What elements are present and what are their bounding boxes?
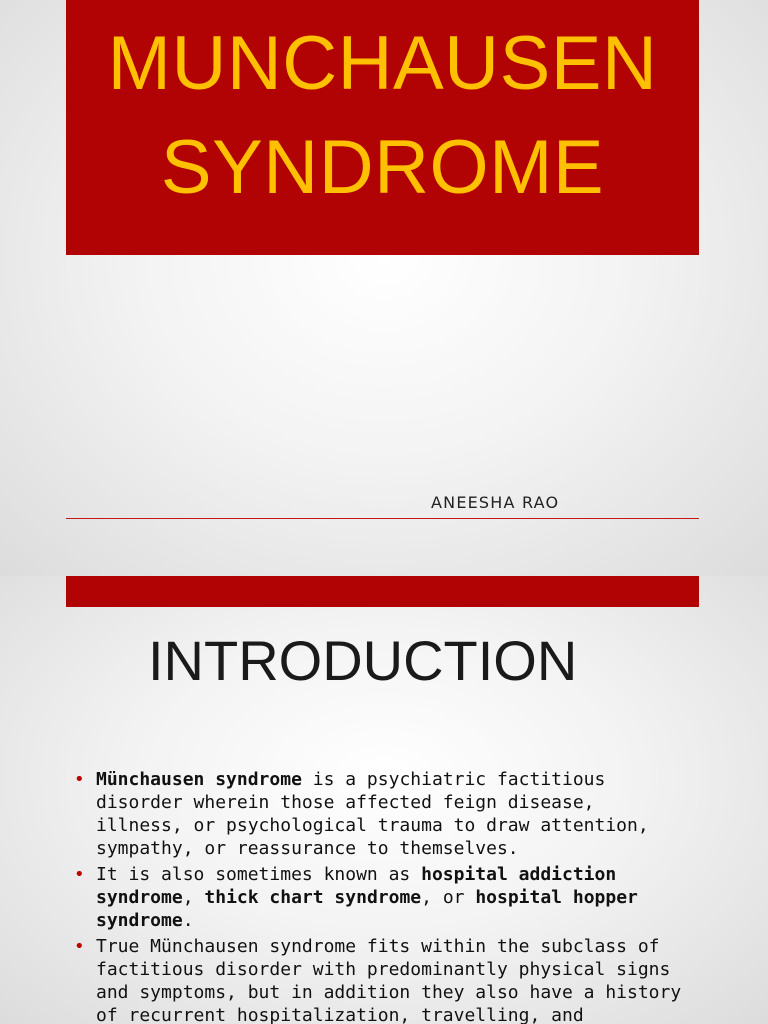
bullet-item [74, 863, 684, 932]
bullet-text: True Münchausen syndrome fits within the subclass of factitious disorder with predominantly physical signs and symptoms, but in addition they also have a history of recurrent hospitalization, travelling, and [96, 936, 682, 1024]
bold-term: hospital addiction syndrome [96, 864, 617, 908]
slide-heading: INTRODUCTION [148, 629, 578, 692]
bullet-text: It is also sometimes known as [96, 864, 422, 885]
bullet-text: , or [421, 887, 476, 908]
bullet-item [74, 935, 684, 1024]
bold-term: Münchausen syndrome [96, 769, 302, 790]
bold-term: thick chart syndrome [204, 887, 422, 908]
header-band [66, 576, 699, 607]
title-line-1: MUNCHAUSEN [107, 21, 658, 106]
title-line-2: SYNDROME [160, 125, 605, 210]
bold-term: hospital hopper syndrome [96, 887, 638, 931]
bullet-list [74, 768, 684, 1024]
bullet-text: is a psychiatric factitious disorder wherein those affected feign disease, illness, or psychological trauma to draw attention, sympathy, or reassurance to themselves. [96, 769, 649, 859]
introduction-slide [0, 576, 768, 1024]
bullet-item [74, 768, 684, 860]
bullet-text: . [182, 910, 194, 931]
title-box [66, 0, 699, 255]
bullet-text: , [182, 887, 205, 908]
author-name: ANEESHA RAO [431, 493, 560, 512]
divider-line [66, 518, 699, 519]
